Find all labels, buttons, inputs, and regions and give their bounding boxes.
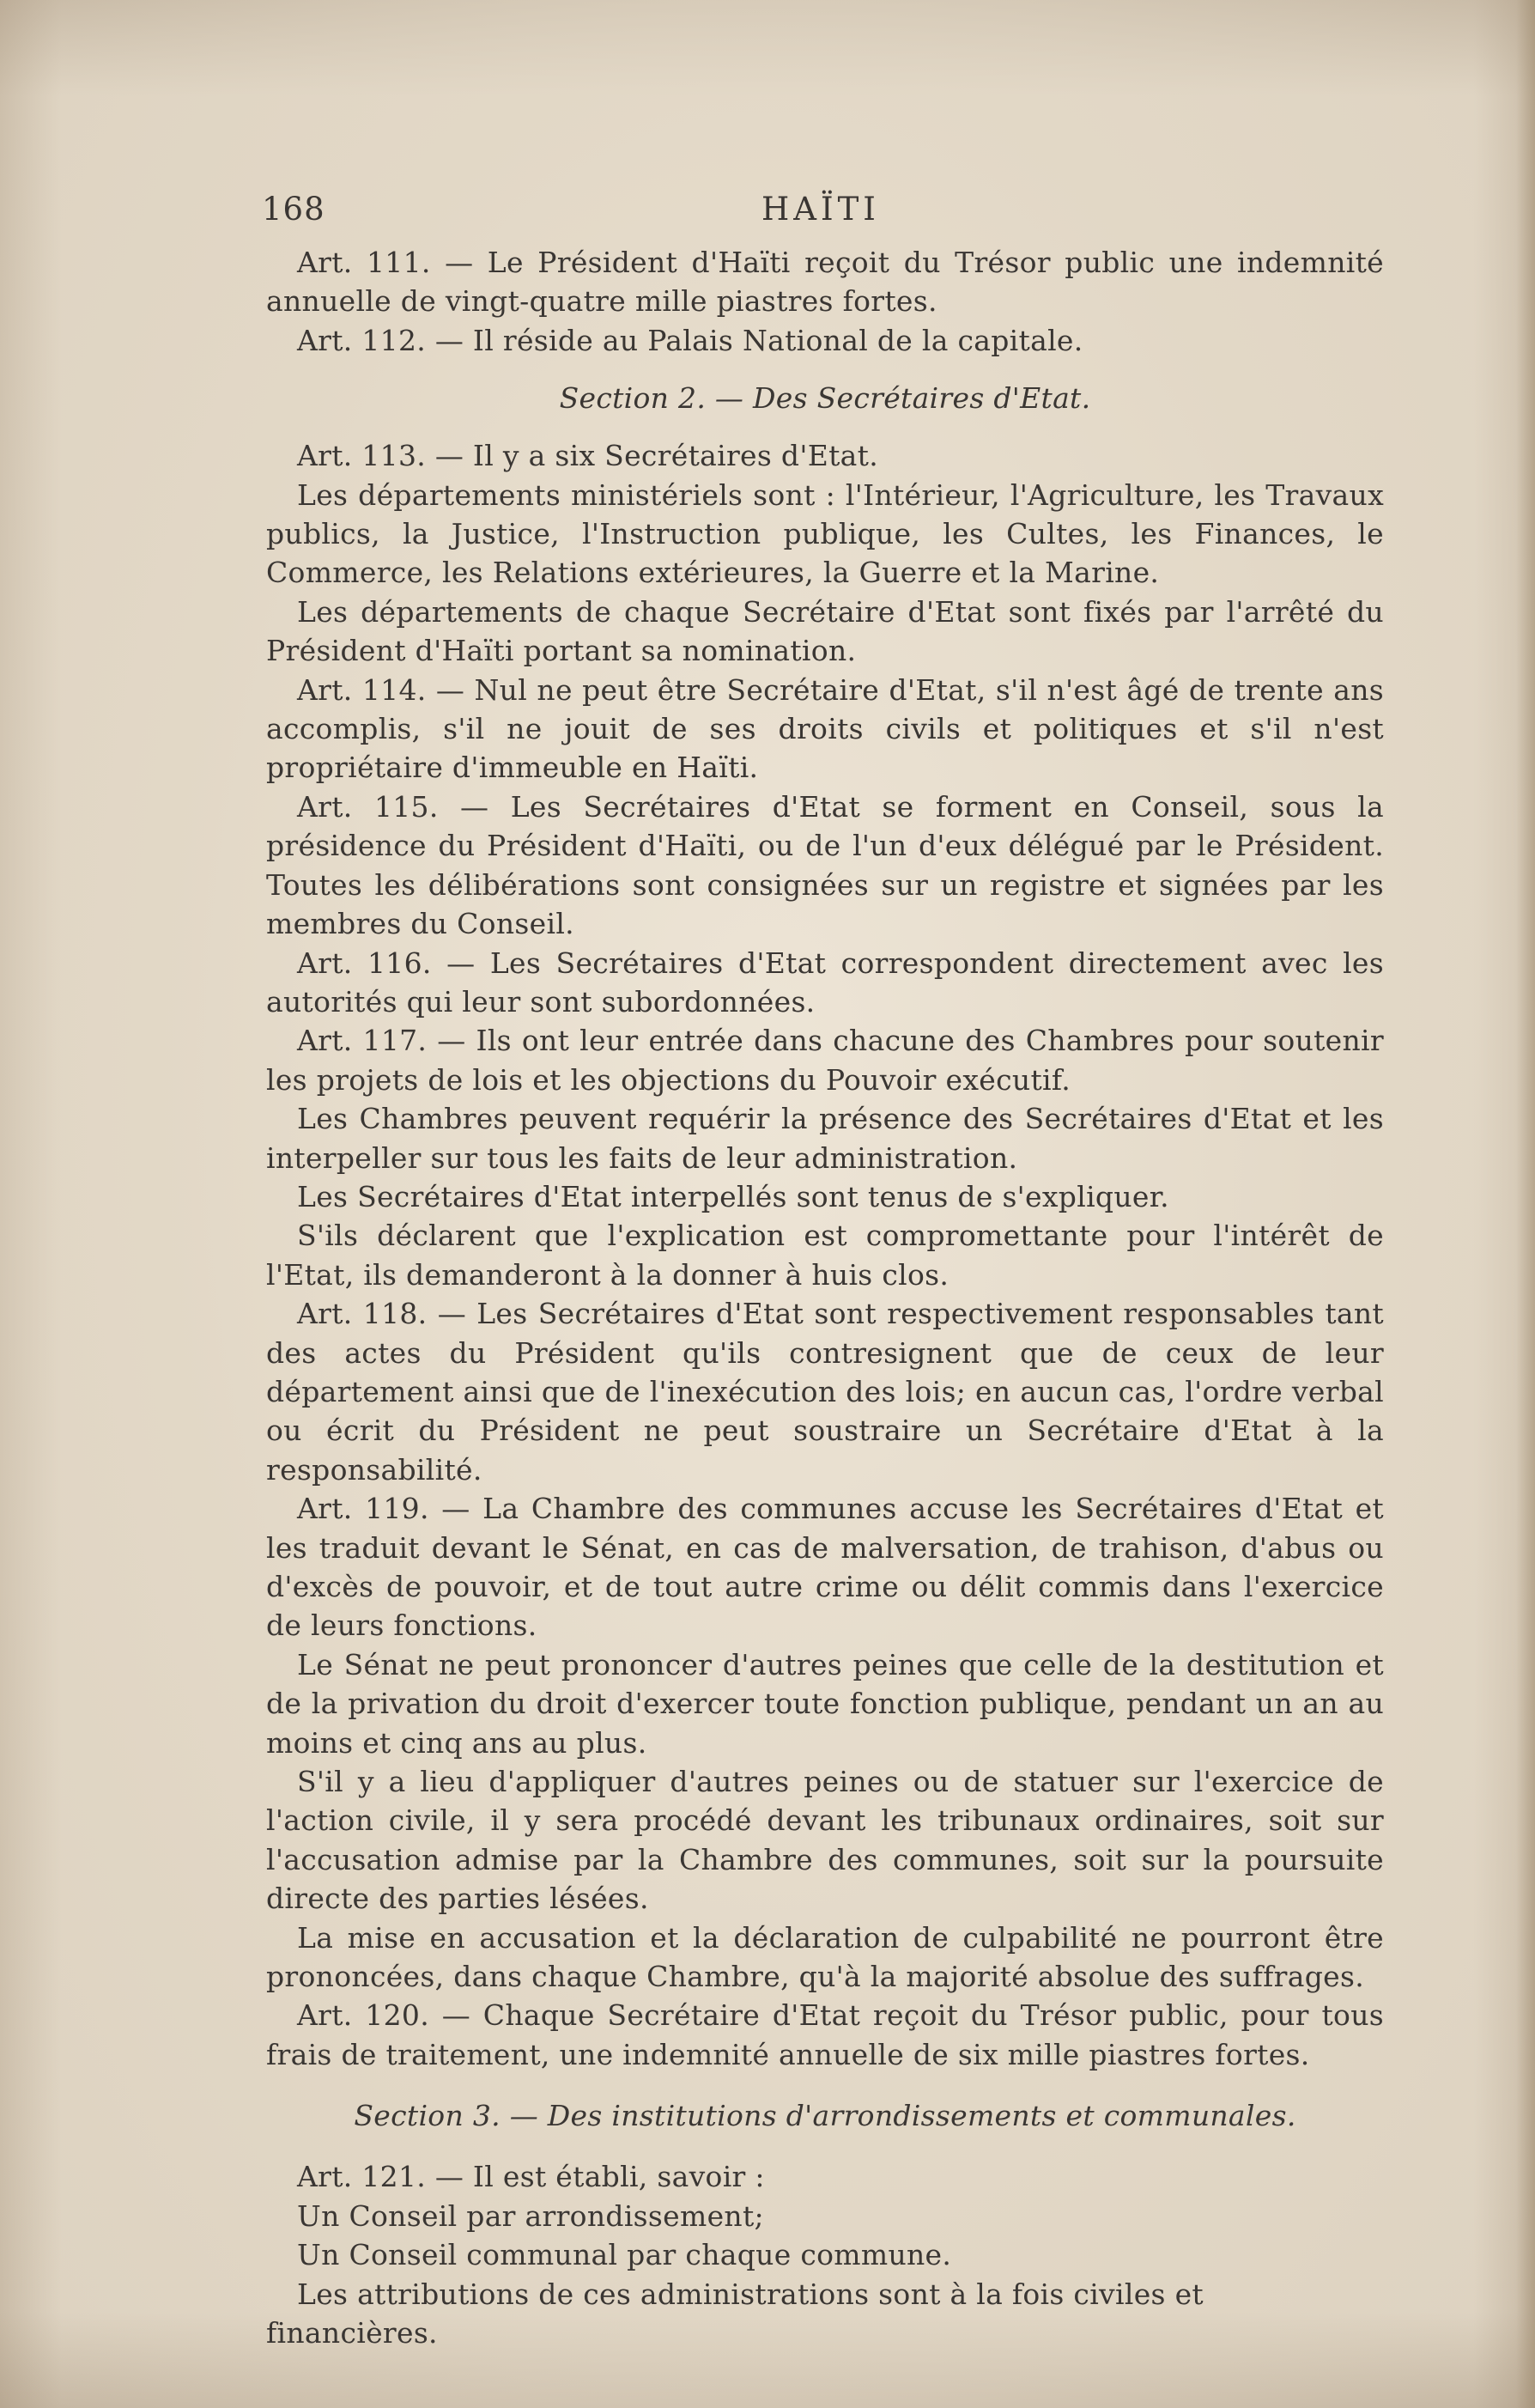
paragraph: Les Secrétaires d'Etat interpellés sont tenus de s'expliquer.: [297, 1179, 1169, 1213]
paragraph-art-111: Art. 111. — Le Président d'Haïti reçoit du Trésor public une indemnité annuelle de vingt-quatre mille piastres fortes.: [266, 246, 1384, 319]
paragraph: La mise en accusation et la déclaration de culpabilité ne pourront être prononcées, dans chaque Chambre, qu'à la majorité absolue des suffrages.: [266, 1920, 1384, 1994]
paragraph-art-121: Art. 121. — Il est établi, savoir :: [297, 2160, 765, 2194]
list-item: Un Conseil par arrondissement;: [297, 2198, 764, 2233]
paragraph-art-113: Art. 113. — Il y a six Secrétaires d'Etat.: [297, 439, 878, 473]
paragraph: S'il y a lieu d'appliquer d'autres peines ou de statuer sur l'exercice de l'action civile, il y sera procédé devant les tribunaux ordinaires, soit sur l'accusation admise par la Chambre des communes, soit sur la poursuite directe des parties lésées.: [266, 1765, 1384, 1916]
page-edge-shadow: [1516, 0, 1535, 2408]
section-3-heading: Section 3. — Des institutions d'arrondissements et communales.: [354, 2099, 1296, 2133]
paragraph: Les attributions de ces administrations sont à la fois civiles et financières.: [266, 2277, 1204, 2350]
spacer: [266, 360, 1384, 379]
page-number: 168: [262, 191, 325, 228]
running-title: HAÏTI: [761, 191, 880, 228]
paragraph: Les Chambres peuvent requérir la présence des Secrétaires d'Etat et les interpeller sur tous les faits de leur administration.: [266, 1102, 1384, 1175]
paragraph-art-114: Art. 114. — Nul ne peut être Secrétaire d'Etat, s'il n'est âgé de trente ans accomplis, s'il ne jouit de ses droits civils et politiques et s'il n'est propriétaire d'immeuble en Haïti.: [266, 672, 1384, 785]
page-header: [262, 191, 1361, 234]
spacer: [266, 417, 1384, 436]
list-item: Un Conseil communal par chaque commune.: [297, 2238, 952, 2272]
body-text: [266, 243, 1384, 2352]
section-2-heading: Section 2. — Des Secrétaires d'Etat.: [559, 381, 1091, 416]
paragraph: Les départements ministériels sont : l'Intérieur, l'Agriculture, les Travaux publics, la Justice, l'Instruction publique, les Cultes, les Finances, le Commerce, les Relations extérieures, la Guerre et la Marine.: [266, 477, 1384, 590]
spacer: [266, 2074, 1384, 2096]
paragraph-art-112: Art. 112. — Il réside au Palais National de la capitale.: [297, 323, 1083, 357]
paragraph-art-118: Art. 118. — Les Secrétaires d'Etat sont respectivement responsables tant des actes du Président qu'ils contresignent que de ceux de leur département ainsi que de l'inexécution des lois; en aucun cas, l'ordre verbal ou écrit du Président ne peut soustraire un Secrétaire d'Etat à la responsabilité.: [266, 1297, 1384, 1487]
paragraph: Le Sénat ne peut prononcer d'autres peines que celle de la destitution et de la privation du droit d'exercer toute fonction publique, pendant un an au moins et cinq ans au plus.: [266, 1647, 1384, 1760]
paragraph-art-115: Art. 115. — Les Secrétaires d'Etat se forment en Conseil, sous la présidence du Président d'Haïti, ou de l'un d'eux délégué par le Président. Toutes les délibérations sont consignées sur un registre et signées par les membres du Conseil.: [266, 789, 1384, 941]
paragraph: S'ils déclarent que l'explication est compromettante pour l'intérêt de l'Etat, ils demanderont à la donner à huis clos.: [266, 1219, 1384, 1292]
spacer: [266, 2135, 1384, 2157]
paragraph-art-116: Art. 116. — Les Secrétaires d'Etat correspondent directement avec les autorités qui leur sont subordonnées.: [266, 946, 1384, 1019]
paragraph-art-120: Art. 120. — Chaque Secrétaire d'Etat reçoit du Trésor public, pour tous frais de traitement, une indemnité annuelle de six mille piastres fortes.: [266, 1998, 1384, 2071]
paragraph-art-117: Art. 117. — Ils ont leur entrée dans chacune des Chambres pour soutenir les projets de lois et les objections du Pouvoir exécutif.: [266, 1024, 1384, 1097]
paragraph-art-119: Art. 119. — La Chambre des communes accuse les Secrétaires d'Etat et les traduit devant le Sénat, en cas de malversation, de trahison, d'abus ou d'excès de pouvoir, et de tout autre crime ou délit commis dans l'exercice de leurs fonctions.: [266, 1492, 1384, 1643]
paragraph: Les départements de chaque Secrétaire d'Etat sont fixés par l'arrêté du Président d'Haïti portant sa nomination.: [266, 594, 1384, 668]
